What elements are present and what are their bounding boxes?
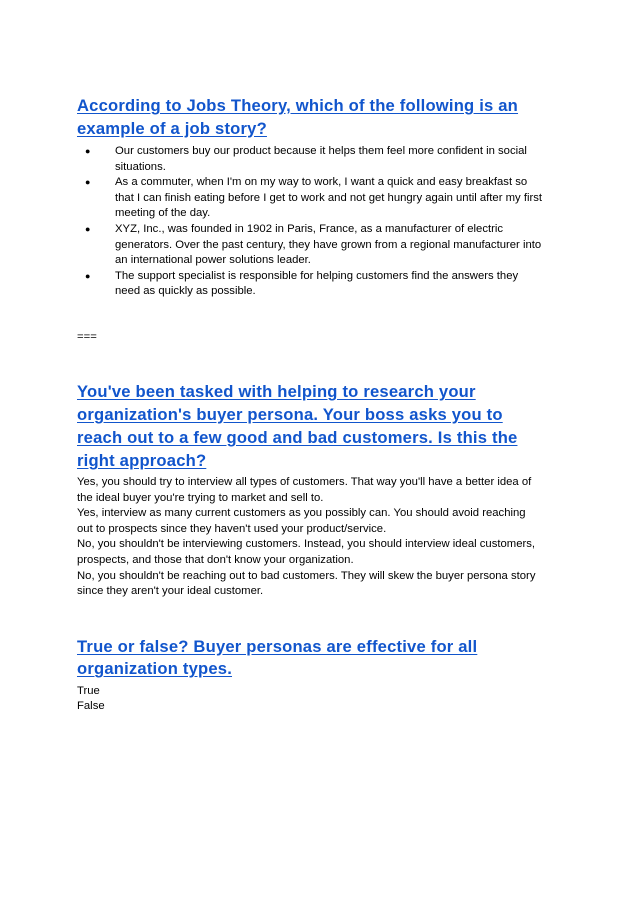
question-3 <box>77 636 567 715</box>
bullet-icon: ● <box>85 146 91 156</box>
answer-line: prospects, and those that don't know your organization. <box>77 553 354 566</box>
option-line: need as quickly as possible. <box>115 285 256 298</box>
option-line: generators. Over the past century, they have grown from a regional manufacturer into <box>115 238 542 251</box>
separator: === <box>77 330 97 343</box>
question-1 <box>77 95 567 300</box>
title-line: reach out to a few good and bad customers. Is this the <box>77 427 518 447</box>
answer-line: since they aren't your ideal customer. <box>77 585 264 598</box>
option-line: XYZ, Inc., was founded in 1902 in Paris, France, as a manufacturer of electric <box>115 222 504 235</box>
option-line: meeting of the day. <box>115 207 211 220</box>
option-line: that I can finish eating before I get to work and not get hungry again until after my first <box>115 191 543 204</box>
question-2-title <box>77 380 567 472</box>
answer-line: True <box>77 684 100 697</box>
title-line: right approach? <box>77 450 207 470</box>
question-1-title <box>77 95 567 140</box>
answer-line: Yes, interview as many current customers as you possibly can. You should avoid reaching <box>77 507 526 520</box>
option-line: Our customers buy our product because it helps them feel more confident in social <box>115 145 527 157</box>
option-line: As a commuter, when I'm on my way to work, I want a quick and easy breakfast so <box>115 176 528 189</box>
bullet-icon: ● <box>85 177 91 188</box>
question-2-answers <box>77 475 567 600</box>
question-3-title <box>77 636 567 681</box>
option-item <box>77 144 567 175</box>
option-line: an international power solutions leader. <box>115 254 311 267</box>
answer-line: No, you shouldn't be interviewing customers. Instead, you should interview ideal customers, <box>77 538 536 551</box>
title-line: example of a job story? <box>77 118 267 138</box>
answer-line: out to prospects since they haven't used your product/service. <box>77 522 387 535</box>
title-line: organization types. <box>77 659 233 679</box>
answer-line: False <box>77 700 105 713</box>
title-line: organization's buyer persona. Your boss asks you to <box>77 404 503 424</box>
question-3-answers <box>77 684 567 715</box>
question-1-options <box>77 144 567 300</box>
answer-line: Yes, you should try to interview all types of customers. That way you'll have a better idea of <box>77 475 532 488</box>
option-item <box>77 269 567 300</box>
option-item <box>77 175 567 222</box>
question-2 <box>77 380 567 600</box>
option-line: The support specialist is responsible for helping customers find the answers they <box>115 269 519 282</box>
answer-line: the ideal buyer you're trying to market and sell to. <box>77 491 324 504</box>
title-line: You've been tasked with helping to research your <box>77 381 476 401</box>
document-page <box>77 95 567 715</box>
title-line: True or false? Buyer personas are effective for all <box>77 636 478 656</box>
bullet-icon: ● <box>85 223 91 234</box>
bullet-icon: ● <box>85 270 91 281</box>
answer-line: No, you shouldn't be reaching out to bad customers. They will skew the buyer persona story <box>77 569 536 582</box>
option-item <box>77 222 567 269</box>
title-line: According to Jobs Theory, which of the following is an <box>77 96 519 115</box>
option-line: situations. <box>115 160 166 173</box>
